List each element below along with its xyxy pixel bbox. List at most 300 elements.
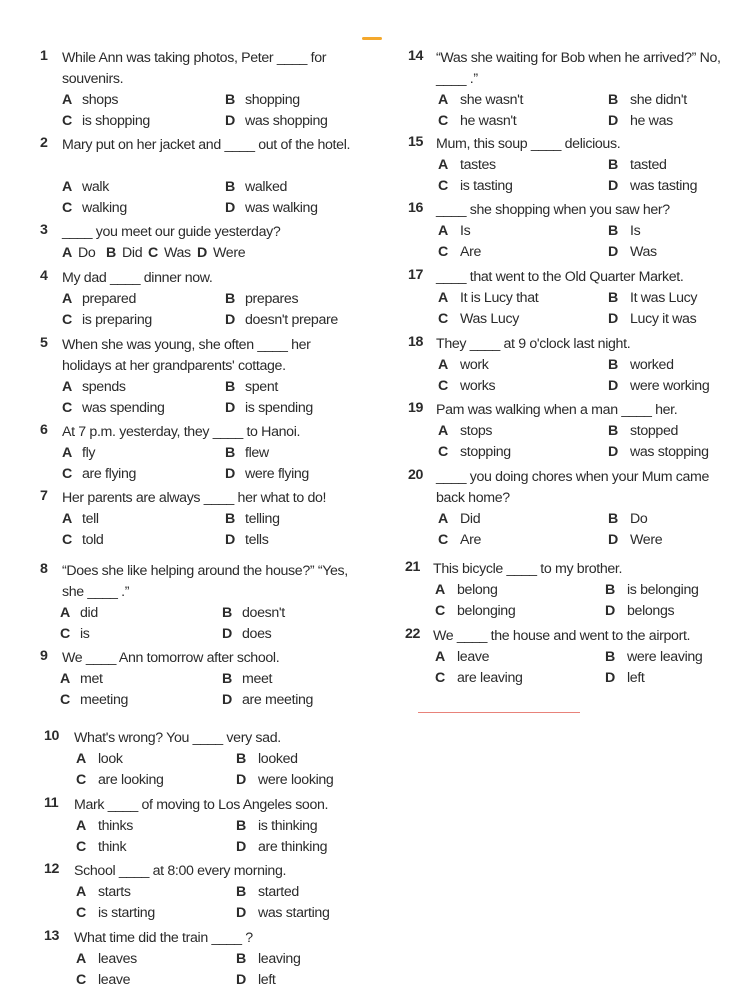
option-text: Was <box>164 245 191 261</box>
question-number: 6 <box>40 422 48 438</box>
answer-option-d[interactable] <box>225 111 328 132</box>
question-text: They ____ at 9 o'clock last night. <box>436 336 631 352</box>
answer-option-c[interactable] <box>438 530 482 551</box>
answer-option-a[interactable] <box>62 289 136 310</box>
answer-option-d[interactable] <box>608 111 673 132</box>
option-text: Were <box>213 245 246 261</box>
answer-option-a[interactable] <box>62 177 109 198</box>
option-letter: D <box>225 200 235 216</box>
option-letter: A <box>62 92 72 108</box>
answer-option-d[interactable] <box>225 310 338 331</box>
option-letter: A <box>60 605 70 621</box>
question-text: Pam was walking when a man ____ her. <box>436 402 678 418</box>
option-letter: B <box>608 511 618 527</box>
option-letter: A <box>438 92 448 108</box>
question-text: ____ that went to the Old Quarter Market. <box>436 269 684 285</box>
option-text: is belonging <box>627 582 699 598</box>
option-text: are looking <box>98 772 164 788</box>
option-letter: C <box>438 311 448 327</box>
option-letter: C <box>148 245 158 261</box>
option-text: are meeting <box>242 692 314 708</box>
option-letter: B <box>236 884 246 900</box>
option-text: is shopping <box>82 113 150 129</box>
answer-option-d[interactable] <box>225 530 269 551</box>
answer-option-d[interactable] <box>605 601 675 622</box>
option-text: doesn't <box>242 605 285 621</box>
option-letter: B <box>608 357 618 373</box>
question-number: 20 <box>408 467 424 483</box>
option-letter: B <box>608 157 618 173</box>
option-letter: D <box>222 626 232 642</box>
answer-option-d[interactable] <box>236 770 334 791</box>
question-text: ____ you meet our guide yesterday? <box>62 224 281 240</box>
answer-option-b[interactable] <box>225 177 288 198</box>
option-text: shopping <box>245 92 300 108</box>
option-letter: A <box>76 884 86 900</box>
answer-option-d[interactable] <box>608 309 697 330</box>
option-text: he was <box>630 113 673 129</box>
answer-option-c[interactable] <box>76 837 127 858</box>
answer-option-b[interactable] <box>225 90 300 111</box>
answer-option-c[interactable] <box>76 970 131 991</box>
option-text: leave <box>457 649 490 665</box>
option-text: leaves <box>98 951 137 967</box>
orange-accent-dash <box>362 37 382 40</box>
answer-option-b[interactable] <box>222 669 273 690</box>
answer-option-b[interactable] <box>222 603 285 624</box>
option-text: left <box>627 670 645 686</box>
option-letter: C <box>76 972 86 988</box>
option-text: told <box>82 532 104 548</box>
question-number: 16 <box>408 200 424 216</box>
option-text: he wasn't <box>460 113 517 129</box>
option-text: she didn't <box>630 92 687 108</box>
option-letter: C <box>62 312 72 328</box>
question-text: “Does she like helping around the house?” “Yes, she ____ .” <box>62 563 348 600</box>
answer-option-b[interactable] <box>608 421 679 442</box>
answer-option-b[interactable] <box>608 90 687 111</box>
answer-option-a[interactable] <box>60 603 98 624</box>
question-number: 21 <box>405 559 421 575</box>
option-letter: B <box>608 423 618 439</box>
option-letter: B <box>608 92 618 108</box>
option-text: Did <box>122 245 143 261</box>
question-text: Mark ____ of moving to Los Angeles soon. <box>74 797 329 813</box>
option-text: work <box>460 357 489 373</box>
answer-option-b[interactable] <box>236 816 318 837</box>
answer-option-a[interactable] <box>60 669 103 690</box>
option-text: starts <box>98 884 131 900</box>
option-text: is <box>80 626 90 642</box>
option-text: leave <box>98 972 131 988</box>
option-text: was stopping <box>630 444 709 460</box>
answer-option-c[interactable] <box>435 601 516 622</box>
option-text: is spending <box>245 400 313 416</box>
option-letter: D <box>225 400 235 416</box>
option-text: were working <box>630 378 710 394</box>
answer-option-a[interactable] <box>62 377 126 398</box>
option-letter: B <box>236 751 246 767</box>
answer-option-d[interactable] <box>608 376 710 397</box>
question-number: 8 <box>40 561 48 577</box>
option-text: worked <box>630 357 674 373</box>
question-number: 13 <box>44 928 60 944</box>
question-number: 3 <box>40 222 48 238</box>
answer-option-c[interactable] <box>438 376 496 397</box>
option-text: meet <box>242 671 273 687</box>
question-number: 12 <box>44 861 60 877</box>
answer-option-b[interactable] <box>608 221 641 242</box>
option-letter: A <box>62 379 72 395</box>
question-text: At 7 p.m. yesterday, they ____ to Hanoi. <box>62 424 301 440</box>
answer-option-d[interactable] <box>225 398 313 419</box>
question-text: ____ you doing chores when your Mum came back home? <box>436 469 710 506</box>
answer-option-c[interactable] <box>62 398 165 419</box>
question-text: Her parents are always ____ her what to do! <box>62 490 327 506</box>
option-letter: A <box>76 818 86 834</box>
answer-option-d[interactable] <box>222 624 272 645</box>
option-text: Did <box>460 511 481 527</box>
option-letter: C <box>76 905 86 921</box>
question-text: ____ she shopping when you saw her? <box>436 202 670 218</box>
option-letter: D <box>608 244 618 260</box>
option-letter: D <box>225 532 235 548</box>
answer-option-d[interactable] <box>608 442 709 463</box>
answer-option-a[interactable] <box>435 580 498 601</box>
option-letter: C <box>438 113 448 129</box>
option-text: Are <box>460 532 482 548</box>
answer-option-a[interactable] <box>62 243 96 264</box>
option-text: It was Lucy <box>630 290 698 306</box>
option-letter: B <box>225 511 235 527</box>
option-text: walk <box>82 179 109 195</box>
option-text: flew <box>245 445 269 461</box>
option-letter: A <box>438 423 448 439</box>
answer-option-d[interactable] <box>236 903 330 924</box>
question-number: 11 <box>44 795 59 811</box>
option-text: Is <box>630 223 641 239</box>
question-number: 19 <box>408 400 424 416</box>
option-text: prepared <box>82 291 136 307</box>
option-letter: D <box>605 670 615 686</box>
answer-option-c[interactable] <box>62 198 127 219</box>
option-letter: D <box>236 772 246 788</box>
option-letter: D <box>236 839 246 855</box>
answer-option-d[interactable] <box>608 242 657 263</box>
option-letter: D <box>608 378 618 394</box>
answer-option-b[interactable] <box>605 647 703 668</box>
answer-option-d[interactable] <box>608 530 663 551</box>
option-text: Was <box>630 244 657 260</box>
option-text: It is Lucy that <box>460 290 539 306</box>
option-letter: D <box>608 113 618 129</box>
option-letter: C <box>62 466 72 482</box>
option-text: Was Lucy <box>460 311 519 327</box>
option-text: are leaving <box>457 670 523 686</box>
option-letter: C <box>62 200 72 216</box>
option-letter: A <box>438 223 448 239</box>
question-text: We ____ Ann tomorrow after school. <box>62 650 280 666</box>
red-divider-line <box>418 712 580 713</box>
option-letter: A <box>438 290 448 306</box>
option-letter: A <box>62 511 72 527</box>
option-text: spends <box>82 379 126 395</box>
option-letter: C <box>62 532 72 548</box>
option-letter: C <box>438 532 448 548</box>
option-letter: C <box>435 670 445 686</box>
option-text: was starting <box>258 905 330 921</box>
answer-option-c[interactable] <box>76 903 155 924</box>
question-number: 17 <box>408 267 424 283</box>
answer-option-a[interactable] <box>76 882 131 903</box>
question-number: 22 <box>405 626 421 642</box>
answer-option-d[interactable] <box>222 690 314 711</box>
option-text: is preparing <box>82 312 152 328</box>
option-text: stopping <box>460 444 511 460</box>
answer-option-a[interactable] <box>438 221 471 242</box>
option-letter: A <box>435 649 445 665</box>
option-text: tells <box>245 532 269 548</box>
question-number: 7 <box>40 488 48 504</box>
option-letter: A <box>76 951 86 967</box>
answer-option-b[interactable] <box>608 288 698 309</box>
question-number: 10 <box>44 728 60 744</box>
answer-option-a[interactable] <box>76 949 137 970</box>
option-letter: C <box>62 113 72 129</box>
answer-option-c[interactable] <box>62 464 137 485</box>
option-letter: A <box>62 445 72 461</box>
question-text: This bicycle ____ to my brother. <box>433 561 623 577</box>
option-letter: D <box>222 692 232 708</box>
answer-option-c[interactable] <box>438 309 519 330</box>
option-text: look <box>98 751 123 767</box>
answer-option-d[interactable] <box>605 668 645 689</box>
answer-option-a[interactable] <box>76 749 123 770</box>
option-text: met <box>80 671 103 687</box>
question-number: 4 <box>40 268 48 284</box>
option-letter: C <box>60 692 70 708</box>
option-letter: D <box>608 444 618 460</box>
answer-option-c[interactable] <box>438 176 513 197</box>
question-number: 18 <box>408 334 424 350</box>
answer-option-b[interactable] <box>236 749 298 770</box>
option-letter: C <box>438 444 448 460</box>
option-text: Are <box>460 244 482 260</box>
answer-option-a[interactable] <box>438 509 481 530</box>
option-letter: D <box>608 532 618 548</box>
option-text: started <box>258 884 299 900</box>
option-letter: C <box>62 400 72 416</box>
option-text: thinks <box>98 818 133 834</box>
answer-option-d[interactable] <box>225 464 309 485</box>
question-number: 2 <box>40 135 48 151</box>
option-text: were leaving <box>627 649 703 665</box>
option-letter: B <box>605 649 615 665</box>
answer-option-a[interactable] <box>438 155 496 176</box>
option-text: tell <box>82 511 99 527</box>
option-letter: D <box>605 603 615 619</box>
option-letter: C <box>76 772 86 788</box>
option-letter: B <box>236 951 246 967</box>
answer-option-c[interactable] <box>60 690 129 711</box>
answer-option-a[interactable] <box>438 421 493 442</box>
answer-option-a[interactable] <box>438 90 524 111</box>
option-text: looked <box>258 751 298 767</box>
option-text: Lucy it was <box>630 311 697 327</box>
option-text: is tasting <box>460 178 513 194</box>
answer-option-a[interactable] <box>438 355 489 376</box>
answer-option-b[interactable] <box>225 377 278 398</box>
option-text: belong <box>457 582 498 598</box>
answer-option-c[interactable] <box>62 310 152 331</box>
option-text: are thinking <box>258 839 328 855</box>
option-letter: B <box>225 291 235 307</box>
answer-option-b[interactable] <box>236 949 301 970</box>
option-letter: A <box>438 157 448 173</box>
option-letter: A <box>62 291 72 307</box>
answer-option-c[interactable] <box>435 668 523 689</box>
answer-option-b[interactable] <box>225 289 299 310</box>
answer-option-c[interactable] <box>60 624 90 645</box>
answer-option-a[interactable] <box>62 443 96 464</box>
option-text: was shopping <box>245 113 328 129</box>
option-letter: A <box>438 357 448 373</box>
option-text: was spending <box>82 400 165 416</box>
option-letter: B <box>608 223 618 239</box>
option-letter: B <box>225 379 235 395</box>
option-letter: C <box>435 603 445 619</box>
option-text: telling <box>245 511 280 527</box>
option-text: are flying <box>82 466 137 482</box>
answer-option-b[interactable] <box>608 509 648 530</box>
option-letter: A <box>438 511 448 527</box>
question-number: 5 <box>40 335 48 351</box>
option-text: stops <box>460 423 493 439</box>
option-text: were looking <box>258 772 334 788</box>
answer-option-c[interactable] <box>148 243 191 264</box>
question-text: Mary put on her jacket and ____ out of the hotel. <box>62 137 351 153</box>
option-text: walking <box>82 200 127 216</box>
option-text: were flying <box>245 466 309 482</box>
question-number: 15 <box>408 134 424 150</box>
answer-option-b[interactable] <box>236 882 299 903</box>
answer-option-b[interactable] <box>605 580 699 601</box>
answer-option-c[interactable] <box>62 530 104 551</box>
option-letter: C <box>76 839 86 855</box>
question-text: What's wrong? You ____ very sad. <box>74 730 281 746</box>
option-letter: B <box>236 818 246 834</box>
option-letter: B <box>605 582 615 598</box>
option-letter: A <box>62 245 72 261</box>
answer-option-b[interactable] <box>608 355 674 376</box>
option-text: does <box>242 626 272 642</box>
option-text: spent <box>245 379 278 395</box>
option-letter: B <box>225 92 235 108</box>
option-text: leaving <box>258 951 301 967</box>
answer-option-d[interactable] <box>608 176 698 197</box>
answer-option-d[interactable] <box>225 198 318 219</box>
option-letter: C <box>438 244 448 260</box>
option-text: is starting <box>98 905 155 921</box>
option-text: shops <box>82 92 119 108</box>
answer-option-c[interactable] <box>438 442 511 463</box>
option-letter: B <box>225 445 235 461</box>
option-letter: D <box>225 113 235 129</box>
option-letter: C <box>60 626 70 642</box>
option-text: tasted <box>630 157 667 173</box>
question-text: We ____ the house and went to the airport. <box>433 628 691 644</box>
option-letter: A <box>60 671 70 687</box>
question-number: 1 <box>40 48 48 64</box>
answer-option-b[interactable] <box>225 509 280 530</box>
answer-option-a[interactable] <box>76 816 133 837</box>
answer-option-a[interactable] <box>62 90 119 111</box>
option-letter: C <box>438 178 448 194</box>
option-letter: A <box>62 179 72 195</box>
option-text: stopped <box>630 423 679 439</box>
option-text: belongs <box>627 603 675 619</box>
answer-option-b[interactable] <box>106 243 143 264</box>
option-letter: B <box>222 605 232 621</box>
question-text: What time did the train ____ ? <box>74 930 253 946</box>
question-text: My dad ____ dinner now. <box>62 270 213 286</box>
answer-option-c[interactable] <box>438 242 482 263</box>
option-text: is thinking <box>258 818 318 834</box>
answer-option-d[interactable] <box>236 970 276 991</box>
option-text: Do <box>630 511 648 527</box>
question-number: 9 <box>40 648 48 664</box>
answer-option-a[interactable] <box>62 509 99 530</box>
option-letter: C <box>438 378 448 394</box>
question-text: “Was she waiting for Bob when he arrived?” No, ____ .” <box>436 50 721 87</box>
option-letter: D <box>608 178 618 194</box>
option-letter: D <box>225 312 235 328</box>
option-text: Were <box>630 532 663 548</box>
answer-option-a[interactable] <box>438 288 539 309</box>
option-text: doesn't prepare <box>245 312 338 328</box>
question-text: School ____ at 8:00 every morning. <box>74 863 287 879</box>
option-text: walked <box>245 179 288 195</box>
option-letter: B <box>222 671 232 687</box>
answer-option-b[interactable] <box>225 443 269 464</box>
question-number: 14 <box>408 48 424 64</box>
option-text: think <box>98 839 127 855</box>
option-text: prepares <box>245 291 299 307</box>
option-letter: D <box>236 905 246 921</box>
answer-option-c[interactable] <box>76 770 164 791</box>
option-text: Do <box>78 245 96 261</box>
option-text: tastes <box>460 157 496 173</box>
question-text: Mum, this soup ____ delicious. <box>436 136 621 152</box>
answer-option-d[interactable] <box>197 243 246 264</box>
option-text: belonging <box>457 603 516 619</box>
option-letter: D <box>608 311 618 327</box>
option-letter: D <box>225 466 235 482</box>
answer-option-c[interactable] <box>62 111 150 132</box>
answer-option-a[interactable] <box>435 647 490 668</box>
option-text: fly <box>82 445 96 461</box>
question-text: While Ann was taking photos, Peter ____ for souvenirs. <box>62 50 327 87</box>
option-letter: A <box>76 751 86 767</box>
option-text: she wasn't <box>460 92 524 108</box>
option-text: meeting <box>80 692 129 708</box>
option-letter: B <box>608 290 618 306</box>
answer-option-d[interactable] <box>236 837 328 858</box>
answer-option-b[interactable] <box>608 155 667 176</box>
option-letter: A <box>435 582 445 598</box>
answer-option-c[interactable] <box>438 111 517 132</box>
option-text: works <box>460 378 496 394</box>
